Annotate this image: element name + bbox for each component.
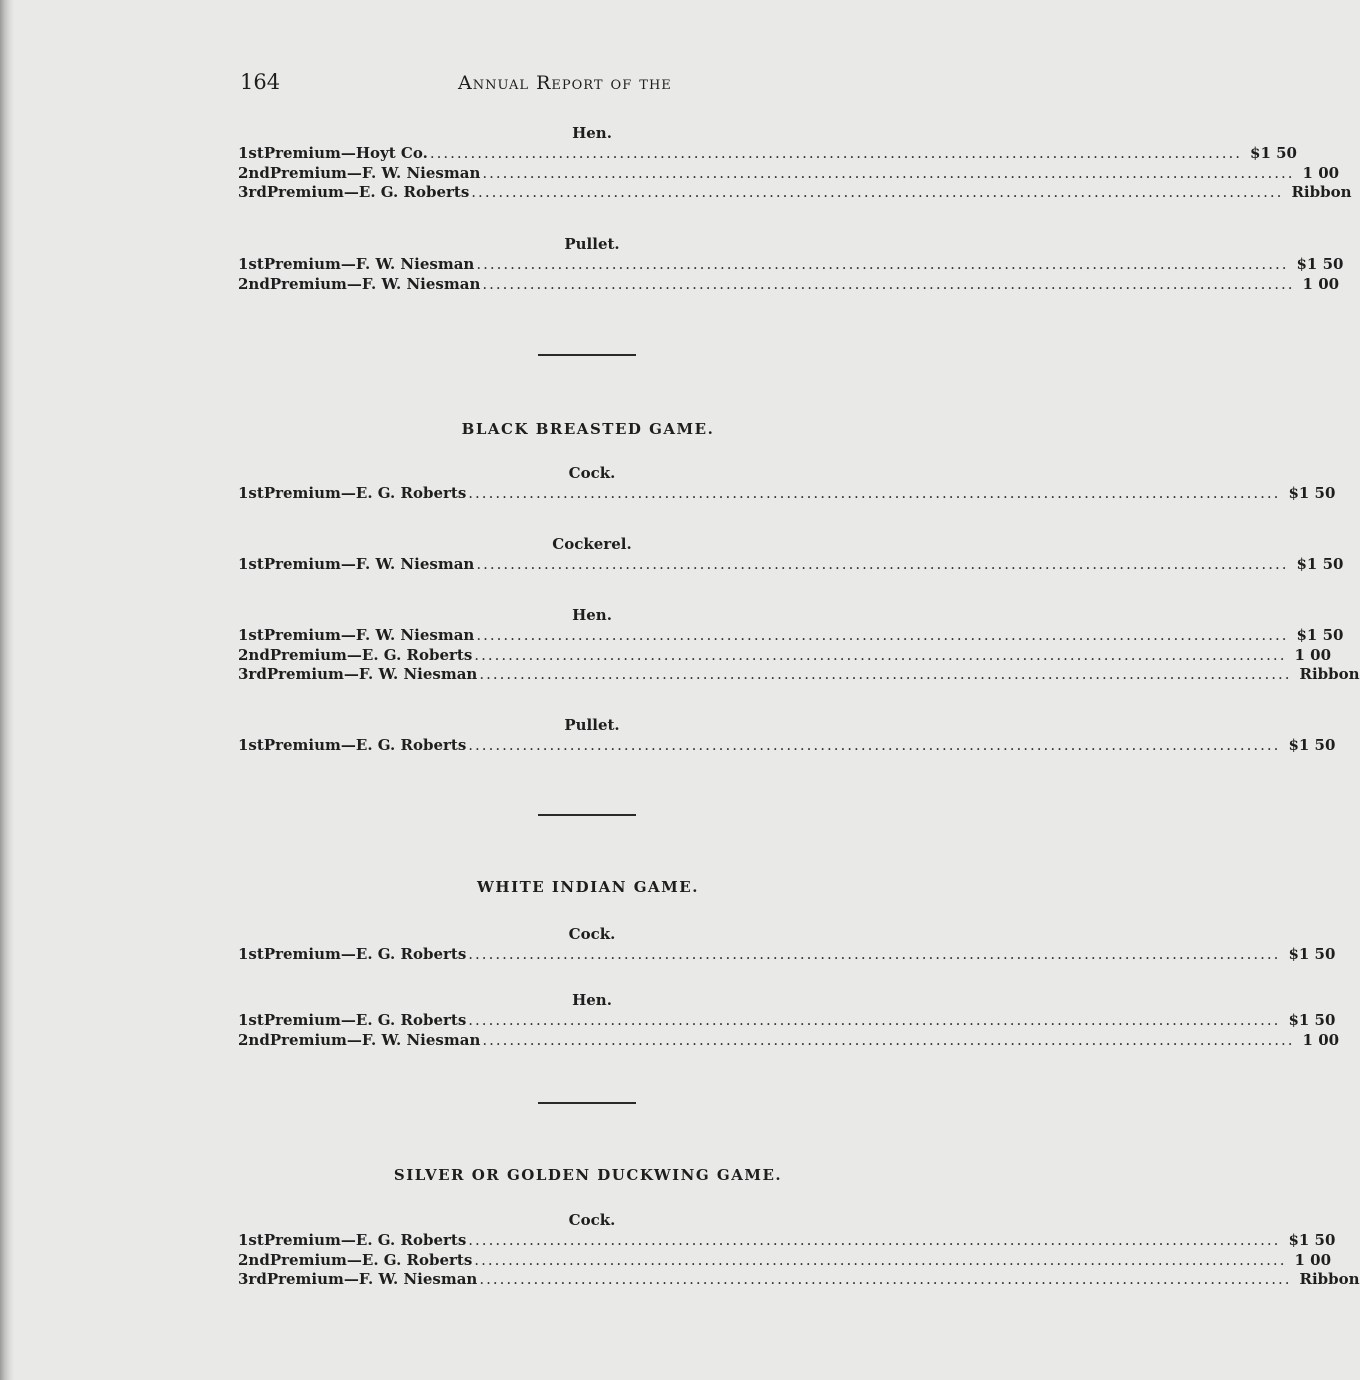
award-entry xyxy=(238,484,1336,504)
award-place: 2nd xyxy=(238,645,270,664)
pullet-group xyxy=(238,235,1344,294)
hen-group xyxy=(238,124,1352,203)
award-amount: $1 50 xyxy=(1288,736,1336,754)
category-subheading: Hen. xyxy=(572,606,612,624)
award-entry xyxy=(238,1030,1340,1051)
dot-leader: ........................................................................................................................ xyxy=(468,1231,1281,1249)
award-amount: $1 50 xyxy=(1296,555,1344,573)
pullet-group xyxy=(238,716,1336,756)
award-winner: Premium—F. W. Niesman xyxy=(269,1030,481,1049)
book-spine-shadow xyxy=(0,0,14,1380)
section-divider xyxy=(538,354,636,356)
dot-leader: ........................................................................................................................ xyxy=(468,736,1281,754)
award-winner: Premium—F. W. Niesman xyxy=(266,1270,478,1289)
cock-group xyxy=(238,464,1336,504)
award-place: 3rd xyxy=(238,183,267,202)
award-amount: $1 50 xyxy=(1296,626,1344,644)
award-entry xyxy=(238,645,1332,666)
category-subheading: Cockerel. xyxy=(552,535,632,553)
page-header xyxy=(240,70,940,100)
dot-leader: ........................................................................................................................ xyxy=(474,645,1287,664)
award-winner: Premium—E. G. Roberts xyxy=(266,183,470,202)
hen-group xyxy=(238,991,1340,1050)
dot-leader: ........................................................................................................................ xyxy=(468,945,1281,963)
award-place: 2nd xyxy=(238,163,270,182)
award-place: 2nd xyxy=(238,1250,270,1269)
section-title-white-indian-game: WHITE INDIAN GAME. xyxy=(477,878,699,896)
award-entry xyxy=(238,945,1336,965)
award-winner: Premium—F. W. Niesman xyxy=(269,274,481,293)
award-amount: $1 50 xyxy=(1288,1011,1336,1029)
award-winner: Premium—E. G. Roberts xyxy=(263,945,467,963)
category-subheading: Cock. xyxy=(568,1211,616,1229)
award-amount: $1 50 xyxy=(1296,255,1344,273)
section-divider xyxy=(538,814,636,816)
section-title-duckwing-game: SILVER OR GOLDEN DUCKWING GAME. xyxy=(393,1166,783,1184)
award-winner: Premium—F. W. Niesman xyxy=(263,255,475,273)
category-subheading: Hen. xyxy=(572,124,612,142)
award-amount: $1 50 xyxy=(1288,484,1336,502)
award-winner: Premium—E. G. Roberts xyxy=(263,484,467,502)
award-amount: Ribbon xyxy=(1299,1270,1360,1289)
award-winner: Premium—E. G. Roberts xyxy=(263,1231,467,1249)
hen-group xyxy=(238,606,1360,685)
award-amount: 1 00 xyxy=(1302,163,1340,182)
award-entry xyxy=(238,183,1352,203)
category-subheading: Pullet. xyxy=(564,235,620,253)
award-amount: $1 50 xyxy=(1250,144,1297,162)
cock-group xyxy=(238,925,1336,965)
award-place: 1st xyxy=(238,255,264,273)
award-winner: Premium—E. G. Roberts xyxy=(269,645,473,664)
award-entry xyxy=(238,144,1297,164)
award-place: 1st xyxy=(238,1011,264,1029)
award-amount: 1 00 xyxy=(1302,1030,1340,1049)
dot-leader: ........................................................................................................................ xyxy=(482,163,1295,182)
award-place: 2nd xyxy=(238,274,270,293)
award-amount: Ribbon xyxy=(1291,183,1352,202)
award-entry xyxy=(238,626,1344,646)
award-place: 1st xyxy=(238,945,264,963)
award-place: 1st xyxy=(238,144,264,162)
award-place: 1st xyxy=(238,484,264,502)
award-winner: Premium—E. G. Roberts xyxy=(263,736,467,754)
dot-leader: ........................................................................................................................ xyxy=(471,183,1284,202)
award-entry xyxy=(238,1270,1360,1290)
award-winner: Premium—F. W. Niesman xyxy=(269,163,481,182)
award-entry xyxy=(238,736,1336,756)
award-winner: Premium—E. G. Roberts xyxy=(263,1011,467,1029)
dot-leader: ........................................................................................................................ xyxy=(468,484,1281,502)
award-amount: 1 00 xyxy=(1294,1250,1332,1269)
dot-leader: ........................................................................................................................ xyxy=(479,1270,1292,1289)
award-winner: Premium—Hoyt Co. xyxy=(263,144,428,162)
dot-leader: ........................................................................................................................ xyxy=(476,626,1289,644)
cock-group xyxy=(238,1211,1360,1290)
dot-leader: ........................................................................................................................ xyxy=(476,555,1289,573)
award-entry xyxy=(238,1011,1336,1031)
dot-leader: ........................................................................................................................ xyxy=(479,665,1292,684)
award-place: 3rd xyxy=(238,665,267,684)
award-entry xyxy=(238,163,1340,184)
award-entry xyxy=(238,274,1340,295)
award-place: 2nd xyxy=(238,1030,270,1049)
category-subheading: Pullet. xyxy=(564,716,620,734)
category-subheading: Hen. xyxy=(572,991,612,1009)
award-amount: 1 00 xyxy=(1294,645,1332,664)
section-divider xyxy=(538,1102,636,1104)
category-subheading: Cock. xyxy=(568,464,616,482)
award-place: 1st xyxy=(238,1231,264,1249)
award-winner: Premium—F. W. Niesman xyxy=(263,626,475,644)
dot-leader: ........................................................................................................................ xyxy=(429,144,1243,162)
award-amount: Ribbon xyxy=(1299,665,1360,684)
award-entry xyxy=(238,665,1360,685)
award-winner: Premium—F. W. Niesman xyxy=(263,555,475,573)
award-winner: Premium—F. W. Niesman xyxy=(266,665,478,684)
award-place: 1st xyxy=(238,555,264,573)
award-amount: $1 50 xyxy=(1288,945,1336,963)
award-place: 3rd xyxy=(238,1270,267,1289)
dot-leader: ........................................................................................................................ xyxy=(474,1250,1287,1269)
dot-leader: ........................................................................................................................ xyxy=(482,274,1295,293)
dot-leader: ........................................................................................................................ xyxy=(476,255,1289,273)
award-place: 1st xyxy=(238,736,264,754)
dot-leader: ........................................................................................................................ xyxy=(482,1030,1295,1049)
award-entry xyxy=(238,555,1344,575)
section-title-black-breasted-game: BLACK BREASTED GAME. xyxy=(461,420,715,438)
category-subheading: Cock. xyxy=(568,925,616,943)
award-place: 1st xyxy=(238,626,264,644)
cockerel-group xyxy=(238,535,1344,575)
award-amount: 1 00 xyxy=(1302,274,1340,293)
award-entry xyxy=(238,1231,1336,1251)
award-amount: $1 50 xyxy=(1288,1231,1336,1249)
page-number: 164 xyxy=(240,70,281,94)
dot-leader: ........................................................................................................................ xyxy=(468,1011,1281,1029)
award-winner: Premium—E. G. Roberts xyxy=(269,1250,473,1269)
award-entry xyxy=(238,255,1344,275)
award-entry xyxy=(238,1250,1332,1271)
running-title: Annual Report of the xyxy=(458,72,672,94)
